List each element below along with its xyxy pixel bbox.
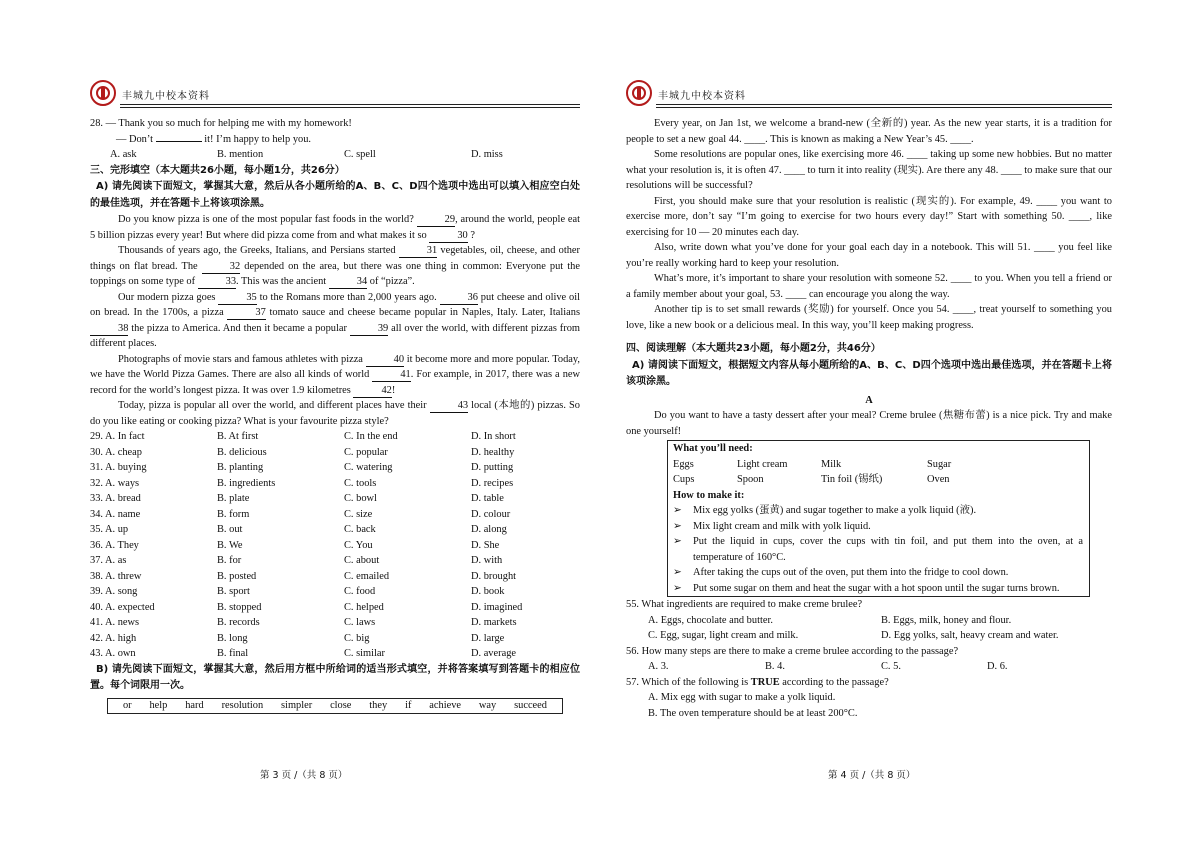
blank-41: 41 [372, 369, 410, 382]
passage-paragraph: Another tip is to set small rewards (奖励) for yourself. Once you 54. ____, treat yourself to something you love, like a new book or a delicious meal. In this way, you’ll keep making progress. [626, 304, 1112, 331]
recipe-step [673, 534, 1083, 565]
passage-paragraph: Some resolutions are popular ones, like exercising more 46. ____ taking up some new hobbies. But no matter what your resolution is, it is often 47. ____ to turn it into reality (现实). Are there any 48. ____ to make sure that our resolutions will be successful? [626, 149, 1112, 191]
option: 35. A. up [90, 524, 129, 535]
word-box-word: achieve [429, 699, 462, 711]
option: D. book [471, 586, 505, 597]
option: C. about [344, 555, 380, 566]
option: C. popular [344, 446, 388, 458]
q55-question: 55. What ingredients are required to make creme brulee? [626, 599, 863, 610]
q28-reply: — Don’t it! I’m happy to help you. [116, 133, 312, 145]
option: C. watering [344, 462, 393, 473]
option: B. mention [217, 149, 264, 160]
word-box [107, 698, 563, 714]
option: B. The oven temperature should be at least 200°C. [648, 707, 858, 719]
recipe-step-text: Mix egg yolks (蛋黄) and sugar together to make a yolk liquid (液). [693, 505, 977, 516]
blank-31: 31 [399, 245, 437, 258]
page-3 [90, 0, 580, 849]
blank-39: 39 [350, 323, 388, 336]
school-name: 丰城九中校本资料 [658, 91, 746, 102]
option: C. similar [344, 648, 385, 659]
option: C. emailed [344, 570, 390, 582]
option: D. markets [471, 617, 517, 628]
passage-paragraph: Do you know pizza is one of the most popular fast foods in the world? 29, around the world, people eat 5 billion pizzas every year! But where did pizza come from and what makes it so 30 ? [90, 214, 580, 241]
word-box-word: succeed [514, 699, 547, 711]
q28-question: 28. — Thank you so much for helping me with my homework! [90, 118, 352, 129]
option-row [90, 569, 580, 585]
arrow-bullet-icon: ➢ [673, 536, 682, 547]
header-rule [656, 107, 1112, 108]
option: B. final [217, 648, 249, 659]
part-b-instructions: B) 请先阅读下面短文，掌握其大意，然后用方框中所给词的适当形式填空，并将答案填写到答题卡的相应位置。每个词限用一次。 [90, 663, 580, 691]
option: 41. A. news [90, 617, 140, 628]
option-row [90, 553, 580, 569]
word-box-word: or [122, 699, 132, 711]
option: D. imagined [471, 601, 523, 613]
option: C. laws [344, 617, 376, 628]
option: C. tools [344, 477, 377, 489]
option: D. Egg yolks, salt, heavy cream and water. [881, 630, 1059, 641]
option: 29. A. In fact [90, 431, 145, 442]
section-4-title: 四、阅读理解（本大题共23小题，每小题2分，共46分） [626, 343, 881, 354]
cloze-options [90, 429, 580, 662]
option: B. posted [217, 570, 257, 582]
page-footer: 第 4 页 /（共 8 页） [828, 770, 916, 781]
blank-43: 43 [430, 400, 468, 413]
q56-question: 56. How many steps are there to make a creme brulee according to the passage? [626, 645, 959, 657]
option-row [90, 507, 580, 523]
q57-options [626, 690, 1112, 706]
page-footer: 第 3 页 /（共 8 页） [260, 770, 348, 781]
blank-40: 40 [366, 354, 404, 367]
option: D. colour [471, 508, 511, 520]
option: B. stopped [217, 601, 262, 613]
recipe-need-title: What you’ll need: [673, 443, 753, 454]
ingredient-row: Eggs Light cream Milk Sugar [673, 458, 952, 470]
option: 40. A. expected [90, 601, 155, 613]
option-row [90, 460, 580, 476]
passage-paragraph: Every year, on Jan 1st, we welcome a brand-new (全新的) year. As the new year starts, it is a tradition for people to set a new goal 44. ____. This is known as making a New Year’s 45. ____. [626, 118, 1112, 145]
option: D. along [471, 524, 507, 535]
option: 31. A. buying [90, 462, 147, 473]
option-row [90, 522, 580, 538]
option: D. She [471, 539, 500, 551]
q55-options [626, 628, 1112, 644]
option: B. long [217, 632, 248, 644]
option: B. planting [217, 462, 264, 473]
option: A. Eggs, chocolate and butter. [648, 614, 773, 626]
option: D. putting [471, 462, 514, 473]
option-row [90, 429, 580, 445]
passage-paragraph: First, you should make sure that your resolution is realistic (现实的). For example, 49. ____ you want to exercise more, don’t say “I’m going to exercise for two hours every day!” Start with something 50. ____, like exercising for 10 — 20 minutes each day. [626, 195, 1112, 238]
option: B. out [217, 524, 243, 535]
arrow-bullet-icon: ➢ [673, 582, 682, 594]
option: 34. A. name [90, 508, 141, 520]
arrow-bullet-icon: ➢ [673, 505, 682, 516]
recipe-step [673, 519, 1083, 535]
q28-options [90, 147, 580, 163]
blank-29: 29 [417, 214, 455, 227]
reading-instructions: A) 请阅读下面短文，根据短文内容从每小题所给的A、B、C、D四个选项中选出最佳选项，并在答题卡上将该项涂黑。 [626, 359, 1112, 387]
option: D. In short [471, 431, 516, 442]
page-3-content [90, 116, 580, 714]
passage-label: A [865, 394, 873, 406]
blank-30: 30 [429, 230, 467, 243]
page-4-content [626, 116, 1112, 721]
option: D. large [471, 632, 505, 644]
word-box-word: close [330, 699, 352, 711]
word-box-word: they [369, 699, 388, 711]
recipe-how-title: How to make it: [673, 489, 745, 501]
recipe-step [673, 503, 1083, 519]
option: D. with [471, 555, 503, 566]
option: A. ask [110, 149, 137, 160]
word-box-word: if [405, 699, 412, 711]
option: D. recipes [471, 477, 514, 489]
blank-42: 42 [353, 385, 391, 398]
option: B. ingredients [217, 477, 276, 489]
option: 30. A. cheap [90, 446, 142, 458]
option: 39. A. song [90, 586, 138, 597]
option: B. plate [217, 493, 250, 504]
passage-paragraph: Today, pizza is popular all over the world, and different places have their 43 local (本地的) pizzas. So do you like eating or cooking pizza? What is your favourite pizza style? [90, 400, 580, 427]
option: C. size [344, 508, 373, 520]
blank-37: 37 [227, 307, 265, 320]
option-row [90, 538, 580, 554]
option-row [90, 631, 580, 647]
word-box-word: help [149, 699, 168, 711]
q57-options [626, 706, 1112, 722]
arrow-bullet-icon: ➢ [673, 520, 682, 532]
header-rule [656, 104, 1112, 105]
passage-paragraph: What’s more, it’s important to share your resolution with someone 52. ____ to you. When you tell a friend or a family member about your goal, 53. ____ can encourage you along the way. [626, 273, 1112, 300]
option: C. bowl [344, 493, 377, 504]
option: 37. A. as [90, 555, 127, 566]
recipe-step-text: After taking the cups out of the oven, put them into the fridge to cool down. [693, 567, 1009, 578]
section-3-title: 三、完形填空（本大题共26小题，每小题1分，共26分） [90, 164, 345, 176]
option-row [90, 476, 580, 492]
option: C. Egg, sugar, light cream and milk. [648, 630, 799, 641]
school-logo-icon [626, 80, 652, 106]
passage-paragraph: Thousands of years ago, the Greeks, Italians, and Persians started 31 vegetables, oil, cheese, and other things on flat bread. The 32 depended on the area, but there was one thing in common: Everyone put the toppings on some type of 33. This was the ancient 34 of “pizza”. [90, 245, 580, 287]
option: D. average [471, 648, 516, 659]
page-4 [626, 0, 1112, 849]
blank-35: 35 [218, 292, 256, 305]
word-box-word: simpler [281, 699, 313, 711]
option: B. At first [217, 431, 259, 442]
recipe-step-text: Mix light cream and milk with yolk liquid. [693, 520, 871, 532]
option: A. Mix egg with sugar to make a yolk liquid. [648, 692, 836, 703]
word-box-word: way [478, 699, 497, 711]
passage-intro: Do you want to have a tasty dessert after your meal? Creme brulee (焦糖布蕾) is a nice pick. Try and make one yourself! [626, 410, 1112, 437]
option: D. 6. [987, 661, 1008, 672]
option-row [90, 584, 580, 600]
page-header [626, 80, 1112, 108]
option-row [90, 491, 580, 507]
option: C. 5. [881, 661, 901, 672]
header-rule [120, 104, 580, 105]
school-name: 丰城九中校本资料 [122, 91, 210, 102]
option: B. for [217, 555, 242, 566]
option: C. You [344, 539, 373, 551]
option: 38. A. threw [90, 570, 142, 582]
option: B. Eggs, milk, honey and flour. [881, 614, 1012, 626]
passage-paragraph: Also, write down what you’ve done for your goal each day in a notebook. This will 51. ____ you feel like you’re really working hard to keep your resolution. [626, 242, 1112, 269]
q55-options [626, 613, 1112, 629]
arrow-bullet-icon: ➢ [673, 567, 682, 578]
option: B. form [217, 508, 250, 520]
option: C. back [344, 524, 376, 535]
recipe-step [673, 581, 1083, 597]
option: D. brought [471, 570, 517, 582]
option-row [90, 615, 580, 631]
q56-options [626, 659, 1112, 675]
blank-32: 32 [202, 261, 240, 274]
option: C. big [344, 632, 370, 644]
blank-34: 34 [329, 276, 367, 289]
option: B. 4. [765, 661, 785, 672]
passage-paragraph: Photographs of movie stars and famous athletes with pizza 40 it become more and more popular. Today, we have the World Pizza Games. There are also all kinds of world 41. For example, in 2017, there was a new record for the world’s longest pizza. It was over 1.9 kilometres 42! [90, 353, 580, 396]
option: 36. A. They [90, 539, 139, 551]
option: B. We [217, 539, 243, 551]
ingredient-row: Cups Spoon Tin foil (锡纸) Oven [673, 474, 950, 485]
option-row [90, 445, 580, 461]
blank-33: 33 [198, 276, 236, 289]
page-header [90, 80, 580, 108]
q57-question: 57. Which of the following is TRUE according to the passage? [626, 676, 889, 688]
header-rule [120, 107, 580, 108]
part-a-instructions: A) 请先阅读下面短文，掌握其大意，然后从各小题所给的A、B、C、D四个选项中选出可以填入相应空白处的最佳选项，并在答题卡上将该项涂黑。 [90, 181, 580, 209]
option: B. delicious [217, 446, 267, 458]
blank-36: 36 [440, 292, 478, 305]
passage-paragraph: Our modern pizza goes 35 to the Romans more than 2,000 years ago. 36 put cheese and olive oil on bread. In the 1700s, a pizza 37 tomato sauce and cheese became popular in Naples, Italy. Later, Italians 38 the pizza to America. And then it became a popular 39 all over the world, with different pizzas from different places. [90, 291, 580, 349]
option: C. food [344, 586, 376, 597]
blank-38: 38 [90, 323, 128, 336]
option: A. 3. [648, 661, 669, 672]
option: B. records [217, 617, 260, 628]
option: C. In the end [344, 431, 398, 442]
recipe-step-text: Put some sugar on them and heat the sugar with a hot spoon until the sugar turns brown. [693, 582, 1060, 594]
option-row [90, 600, 580, 616]
option: B. sport [217, 586, 250, 597]
q28-blank [156, 141, 202, 142]
option: 33. A. bread [90, 493, 141, 504]
recipe-step [673, 565, 1083, 581]
option-row [90, 646, 580, 662]
school-logo-icon [90, 80, 116, 106]
option: 42. A. high [90, 632, 137, 644]
recipe-box [667, 440, 1090, 597]
option: D. miss [471, 149, 503, 160]
option: D. healthy [471, 446, 515, 458]
word-box-word: resolution [221, 699, 264, 711]
recipe-step-text: Put the liquid in cups, cover the cups with tin foil, and put them into the oven, at a temperature of 160°C. [693, 536, 1083, 563]
option: 43. A. own [90, 648, 136, 659]
option: D. table [471, 493, 504, 504]
recipe-steps [673, 503, 1083, 596]
option: C. helped [344, 601, 384, 613]
word-box-word: hard [185, 699, 204, 711]
option: C. spell [344, 149, 376, 160]
option: 32. A. ways [90, 477, 140, 489]
